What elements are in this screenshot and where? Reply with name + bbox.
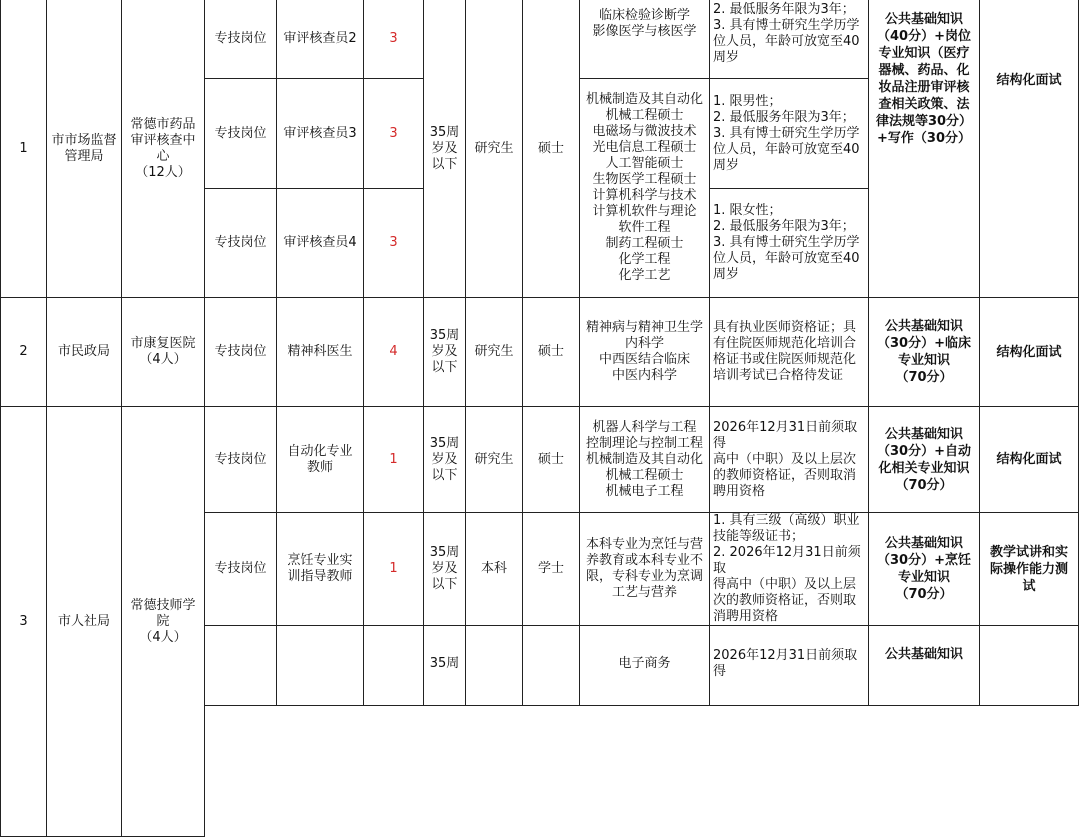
row3-post1-exam: 公共基础知识 （30分）+自动 化相关专业知识 （70分） [869,407,980,513]
row1-unit: 常德市药品 审评核查中 心 （12人） [122,0,205,298]
row1-post3-conditions: 1. 限女性； 2. 最低服务年限为3年； 3. 具有博士研究生学历学 位人员，年龄可放宽至40 周岁 [710,189,869,298]
row3-post3-name [277,626,364,706]
row3-post3-major: 电子商务 [580,626,710,706]
row1-post3-type: 专技岗位 [205,189,277,298]
row2-name: 精神科医生 [277,298,364,407]
row3-post1-age: 35周 岁及 以下 [424,407,466,513]
row3-post1-name: 自动化专业 教师 [277,407,364,513]
row3-post1-degree: 硕士 [523,407,580,513]
row2-conditions: 具有执业医师资格证；具 有住院医师规范化培训合 格证书或住院医师规范化 培训考试已合格待发证 [710,298,869,407]
row3-post3-degree [523,626,580,706]
row3-post1-education: 研究生 [466,407,523,513]
row3-department: 市人社局 [47,407,122,837]
row2-type: 专技岗位 [205,298,277,407]
row3-post2-count: 1 [364,513,424,626]
row3-post2-type: 专技岗位 [205,513,277,626]
row1-post1-name: 审评核查员2 [277,0,364,79]
row3-unit: 常德技师学 院 （4人） [122,407,205,837]
row3-post2-name: 烹饪专业实 训指导教师 [277,513,364,626]
row2-unit: 市康复医院 （4人） [122,298,205,407]
row2-count: 4 [364,298,424,407]
row3-post2-degree: 学士 [523,513,580,626]
row2-education: 研究生 [466,298,523,407]
row3-post1-interview: 结构化面试 [980,407,1079,513]
row3-post3-exam: 公共基础知识 [869,626,980,706]
row2-age: 35周 岁及 以下 [424,298,466,407]
row1-post3-count: 3 [364,189,424,298]
row1-degree: 硕士 [523,0,580,298]
row1-post1-type: 专技岗位 [205,0,277,79]
row3-post2-exam: 公共基础知识 （30分）+烹饪 专业知识 （70分） [869,513,980,626]
row1-post2-name: 审评核查员3 [277,79,364,189]
row3-post2-education: 本科 [466,513,523,626]
row1-post2-conditions: 1. 限男性； 2. 最低服务年限为3年； 3. 具有博士研究生学历学 位人员，年龄可放宽至40 周岁 [710,79,869,189]
row1-post2-type: 专技岗位 [205,79,277,189]
row2-department: 市民政局 [47,298,122,407]
row1-post1-conditions: 2. 最低服务年限为3年； 3. 具有博士研究生学历学 位人员，年龄可放宽至40 周岁 [710,0,869,79]
row2-major: 精神病与精神卫生学 内科学 中西医结合临床 中医内科学 [580,298,710,407]
row1-department: 市市场监督 管理局 [47,0,122,298]
row3-post3-age: 35周 [424,626,466,706]
row1-post1-count: 3 [364,0,424,79]
row3-post1-conditions: 2026年12月31日前须取得 高中（中职）及以上层次 的教师资格证，否则取消 聘用资格 [710,407,869,513]
row2-interview: 结构化面试 [980,298,1079,407]
row1-exam: 公共基础知识 （40分）+岗位 专业知识（医疗 器械、药品、化 妆品注册审评核 查相关政策、法 律法规等30分） +写作（30分） [869,0,980,298]
row3-post2-major: 本科专业为烹饪与营 养教育或本科专业不 限，专科专业为烹调 工艺与营养 [580,513,710,626]
row3-post3-education [466,626,523,706]
row3-post1-major: 机器人科学与工程 控制理论与控制工程 机械制造及其自动化 机械工程硕士 机械电子工程 [580,407,710,513]
row3-post1-count: 1 [364,407,424,513]
row1-index: 1 [0,0,47,298]
row1-education: 研究生 [466,0,523,298]
row3-post3-interview [980,626,1079,706]
row1-post1-major: 临床检验诊断学 影像医学与核医学 [580,0,710,79]
row1-shared-major: 机械制造及其自动化 机械工程硕士 电磁场与微波技术 光电信息工程硕士 人工智能硕士 生物医学工程硕士 计算机科学与技术 计算机软件与理论 软件工程 制药工程硕士 化学工程 化学工艺 [580,79,710,298]
row1-age: 35周 岁及 以下 [424,0,466,298]
row3-post2-interview: 教学试讲和实 际操作能力测 试 [980,513,1079,626]
row3-post3-type [205,626,277,706]
row2-index: 2 [0,298,47,407]
row3-post3-conditions: 2026年12月31日前须取得 [710,626,869,706]
row3-post3-count [364,626,424,706]
row3-post1-type: 专技岗位 [205,407,277,513]
row3-index: 3 [0,407,47,837]
row1-post2-count: 3 [364,79,424,189]
row3-post2-age: 35周 岁及 以下 [424,513,466,626]
row3-post2-conditions: 1. 具有三级（高级）职业 技能等级证书； 2. 2026年12月31日前须取 得高中（中职）及以上层 次的教师资格证，否则取 消聘用资格 [710,513,869,626]
row1-interview: 结构化面试 [980,0,1079,298]
row2-exam: 公共基础知识 （30分）+临床 专业知识 （70分） [869,298,980,407]
row2-degree: 硕士 [523,298,580,407]
row1-post3-name: 审评核查员4 [277,189,364,298]
